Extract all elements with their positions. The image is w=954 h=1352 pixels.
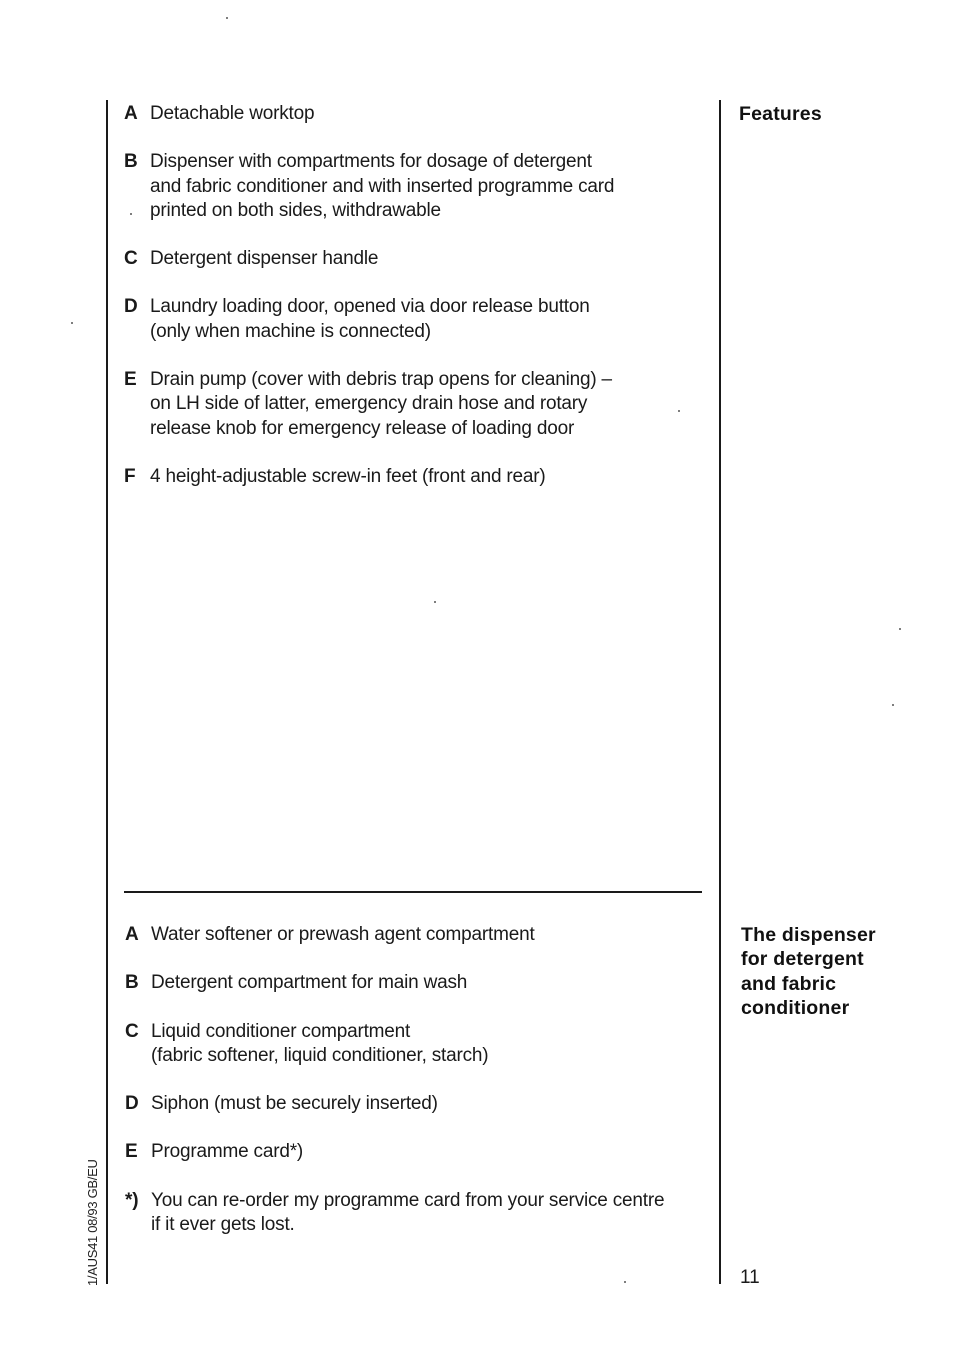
- footnote-text: You can re-order my programme card from your service centre if it ever gets lost.: [151, 1189, 665, 1236]
- item-letter: A: [124, 103, 138, 124]
- scan-speck: [71, 322, 73, 324]
- features-item-a: [124, 102, 704, 126]
- item-letter: F: [124, 465, 136, 487]
- section-divider: [124, 891, 702, 893]
- item-text: Liquid conditioner compartment (fabric softener, liquid conditioner, starch): [151, 1020, 489, 1066]
- scan-speck: [899, 628, 901, 630]
- item-text: Laundry loading door, opened via door release button (only when machine is connected): [150, 296, 590, 342]
- features-list: [124, 102, 704, 513]
- item-letter: B: [125, 972, 139, 994]
- dispenser-heading: The dispenser for detergent and fabric conditioner: [741, 924, 876, 1019]
- scan-speck: [434, 601, 436, 603]
- page-number: 11: [740, 1267, 760, 1288]
- scan-speck: [624, 1281, 626, 1283]
- item-letter: C: [125, 1020, 139, 1042]
- dispenser-item-c: [125, 1020, 710, 1069]
- document-code: 1/AUS41 08/93 GB/EU: [85, 1159, 100, 1286]
- dispenser-list: [125, 923, 710, 1261]
- item-text: Detergent compartment for main wash: [151, 972, 468, 994]
- item-text: Detergent dispenser handle: [150, 248, 379, 270]
- dispenser-item-e: [125, 1140, 710, 1164]
- item-text: Siphon (must be securely inserted): [151, 1093, 438, 1115]
- item-text: Drain pump (cover with debris trap opens for cleaning) – on LH side of latter, emergency drain hose and rotary release knob for emergency release of loading door: [150, 369, 612, 439]
- dispenser-item-d: [125, 1092, 710, 1116]
- features-item-e: [124, 368, 704, 441]
- item-letter: D: [124, 296, 138, 318]
- features-item-b: [124, 150, 704, 223]
- item-text: Programme card*): [151, 1141, 304, 1163]
- features-item-f: [124, 465, 704, 489]
- footnote: [125, 1189, 710, 1238]
- item-letter: D: [125, 1093, 139, 1115]
- item-text: 4 height-adjustable screw-in feet (front and rear): [150, 465, 546, 487]
- features-item-c: [124, 247, 704, 271]
- dispenser-item-b: [125, 971, 710, 995]
- item-letter: A: [125, 924, 139, 945]
- features-heading: Features: [739, 103, 822, 125]
- features-item-d: [124, 295, 704, 344]
- item-text: Detachable worktop: [150, 103, 315, 124]
- item-text: Water softener or prewash agent compartment: [151, 924, 535, 945]
- footnote-marker: *): [125, 1189, 139, 1211]
- scan-speck: [130, 213, 132, 215]
- scan-speck: [226, 17, 228, 19]
- item-letter: B: [124, 151, 138, 173]
- item-letter: E: [124, 369, 137, 391]
- left-vertical-rule: [106, 100, 108, 1284]
- item-letter: E: [125, 1141, 138, 1163]
- item-letter: C: [124, 248, 138, 270]
- dispenser-item-a: [125, 923, 710, 947]
- item-text: Dispenser with compartments for dosage of detergent and fabric conditioner and with inserted programme card printed on both sides, withdrawable: [150, 151, 615, 221]
- scan-speck: [892, 704, 894, 706]
- scan-speck: [678, 410, 680, 412]
- right-vertical-rule: [719, 100, 721, 1284]
